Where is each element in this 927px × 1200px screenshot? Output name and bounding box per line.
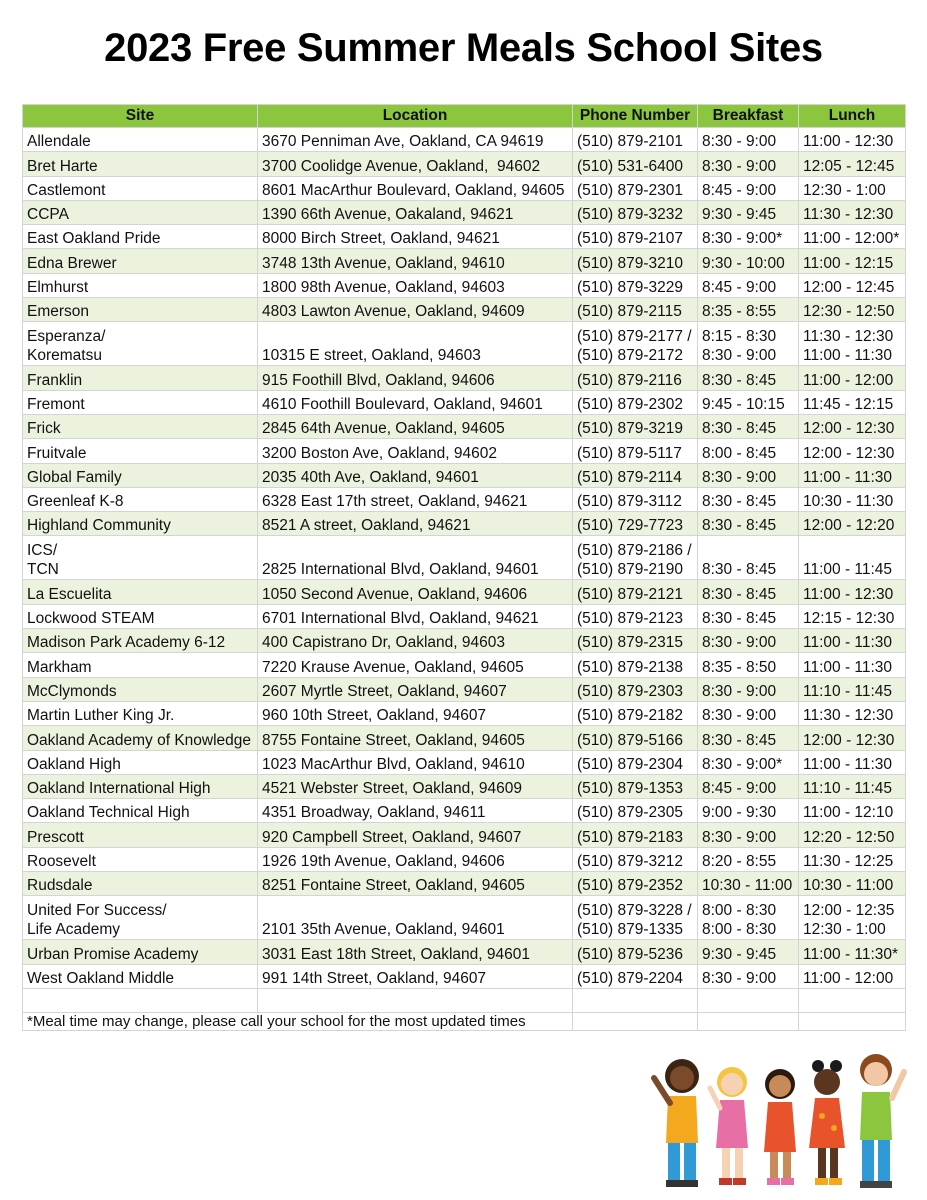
location-cell: 10315 E street, Oakland, 94603 xyxy=(258,322,573,366)
location-cell: 8521 A street, Oakland, 94621 xyxy=(258,512,573,536)
breakfast-cell: 8:30 - 8:45 xyxy=(698,536,799,580)
breakfast-cell: 9:30 - 9:45 xyxy=(698,200,799,224)
breakfast-cell: 9:30 - 10:00 xyxy=(698,249,799,273)
location-cell: 8755 Fontaine Street, Oakland, 94605 xyxy=(258,726,573,750)
location-cell: 7220 Krause Avenue, Oakland, 94605 xyxy=(258,653,573,677)
phone-cell: (510) 879-2303 xyxy=(573,677,698,701)
site-cell: United For Success/ Life Academy xyxy=(23,896,258,940)
breakfast-cell: 8:30 - 9:00 xyxy=(698,823,799,847)
site-cell: Prescott xyxy=(23,823,258,847)
lunch-cell: 12:00 - 12:45 xyxy=(799,273,906,297)
location-cell: 3700 Coolidge Avenue, Oakland, 94602 xyxy=(258,152,573,176)
blank-row xyxy=(23,988,906,1012)
phone-cell: (510) 879-2304 xyxy=(573,750,698,774)
header-breakfast: Breakfast xyxy=(698,105,799,128)
phone-cell: (510) 879-2183 xyxy=(573,823,698,847)
table-row xyxy=(23,414,906,438)
location-cell: 1023 MacArthur Blvd, Oakland, 94610 xyxy=(258,750,573,774)
site-cell: Castlemont xyxy=(23,176,258,200)
table-row xyxy=(23,726,906,750)
location-cell: 4521 Webster Street, Oakland, 94609 xyxy=(258,774,573,798)
lunch-cell: 11:00 - 11:30 xyxy=(799,653,906,677)
lunch-cell: 12:00 - 12:35 12:30 - 1:00 xyxy=(799,896,906,940)
site-cell: Fremont xyxy=(23,390,258,414)
breakfast-cell: 10:30 - 11:00 xyxy=(698,872,799,896)
child-figure xyxy=(860,1054,904,1188)
breakfast-cell: 8:00 - 8:30 8:00 - 8:30 xyxy=(698,896,799,940)
header-location: Location xyxy=(258,105,573,128)
phone-cell: (510) 879-2182 xyxy=(573,701,698,725)
location-cell: 3031 East 18th Street, Oakland, 94601 xyxy=(258,940,573,964)
lunch-cell: 12:20 - 12:50 xyxy=(799,823,906,847)
table-row xyxy=(23,128,906,152)
site-cell: Highland Community xyxy=(23,512,258,536)
table-row xyxy=(23,750,906,774)
lunch-cell: 12:15 - 12:30 xyxy=(799,604,906,628)
location-cell: 2101 35th Avenue, Oakland, 94601 xyxy=(258,896,573,940)
breakfast-cell: 8:35 - 8:50 xyxy=(698,653,799,677)
meal-sites-table xyxy=(22,104,906,1031)
location-cell: 8601 MacArthur Boulevard, Oakland, 94605 xyxy=(258,176,573,200)
location-cell: 915 Foothill Blvd, Oakland, 94606 xyxy=(258,366,573,390)
table-row xyxy=(23,366,906,390)
table-row xyxy=(23,512,906,536)
location-cell: 1050 Second Avenue, Oakland, 94606 xyxy=(258,580,573,604)
table-row xyxy=(23,580,906,604)
location-cell: 1926 19th Avenue, Oakland, 94606 xyxy=(258,847,573,871)
lunch-cell: 11:30 - 12:25 xyxy=(799,847,906,871)
lunch-cell: 11:00 - 12:15 xyxy=(799,249,906,273)
location-cell: 3670 Penniman Ave, Oakland, CA 94619 xyxy=(258,128,573,152)
breakfast-cell: 8:15 - 8:30 8:30 - 9:00 xyxy=(698,322,799,366)
lunch-cell: 12:00 - 12:30 xyxy=(799,439,906,463)
table-row xyxy=(23,322,906,366)
phone-cell: (510) 879-2121 xyxy=(573,580,698,604)
location-cell: 6701 International Blvd, Oakland, 94621 xyxy=(258,604,573,628)
breakfast-cell: 8:30 - 8:45 xyxy=(698,604,799,628)
site-cell: Markham xyxy=(23,653,258,677)
table-row xyxy=(23,823,906,847)
phone-cell: (510) 879-3228 / (510) 879-1335 xyxy=(573,896,698,940)
site-cell: Esperanza/ Korematsu xyxy=(23,322,258,366)
breakfast-cell: 8:30 - 9:00 xyxy=(698,677,799,701)
waving-children-illustration xyxy=(640,1048,910,1193)
site-cell: Oakland International High xyxy=(23,774,258,798)
breakfast-cell: 8:30 - 8:45 xyxy=(698,366,799,390)
lunch-cell: 11:10 - 11:45 xyxy=(799,677,906,701)
phone-cell: (510) 879-3112 xyxy=(573,487,698,511)
table-row xyxy=(23,225,906,249)
site-cell: West Oakland Middle xyxy=(23,964,258,988)
location-cell: 400 Capistrano Dr, Oakland, 94603 xyxy=(258,629,573,653)
lunch-cell: 11:00 - 12:10 xyxy=(799,799,906,823)
location-cell: 1800 98th Avenue, Oakland, 94603 xyxy=(258,273,573,297)
site-cell: Allendale xyxy=(23,128,258,152)
site-cell: East Oakland Pride xyxy=(23,225,258,249)
breakfast-cell: 8:30 - 9:00 xyxy=(698,128,799,152)
lunch-cell: 11:00 - 12:00* xyxy=(799,225,906,249)
phone-cell: (510) 879-2305 xyxy=(573,799,698,823)
site-cell: Fruitvale xyxy=(23,439,258,463)
site-cell: Martin Luther King Jr. xyxy=(23,701,258,725)
site-cell: Bret Harte xyxy=(23,152,258,176)
child-figure xyxy=(710,1067,748,1185)
site-cell: Global Family xyxy=(23,463,258,487)
lunch-cell: 11:30 - 12:30 11:00 - 11:30 xyxy=(799,322,906,366)
table-row xyxy=(23,298,906,322)
site-cell: Emerson xyxy=(23,298,258,322)
table-row xyxy=(23,463,906,487)
lunch-cell: 11:00 - 12:00 xyxy=(799,964,906,988)
location-cell: 4610 Foothill Boulevard, Oakland, 94601 xyxy=(258,390,573,414)
phone-cell: (510) 879-1353 xyxy=(573,774,698,798)
site-cell: Urban Promise Academy xyxy=(23,940,258,964)
table-row xyxy=(23,774,906,798)
breakfast-cell: 8:30 - 9:00 xyxy=(698,463,799,487)
lunch-cell: 11:30 - 12:30 xyxy=(799,200,906,224)
phone-cell: (510) 879-2115 xyxy=(573,298,698,322)
phone-cell: (510) 879-2301 xyxy=(573,176,698,200)
site-cell: Frick xyxy=(23,414,258,438)
phone-cell: (510) 879-3212 xyxy=(573,847,698,871)
footnote-row xyxy=(23,1012,906,1030)
phone-cell: (510) 879-5117 xyxy=(573,439,698,463)
footnote: *Meal time may change, please call your school for the most updated times xyxy=(23,1012,573,1030)
breakfast-cell: 8:30 - 9:00 xyxy=(698,701,799,725)
breakfast-cell: 8:30 - 8:45 xyxy=(698,414,799,438)
location-cell: 2825 International Blvd, Oakland, 94601 xyxy=(258,536,573,580)
breakfast-cell: 8:30 - 8:45 xyxy=(698,726,799,750)
phone-cell: (510) 879-2101 xyxy=(573,128,698,152)
site-cell: Oakland High xyxy=(23,750,258,774)
table-row xyxy=(23,799,906,823)
table-row xyxy=(23,847,906,871)
table-row xyxy=(23,653,906,677)
lunch-cell: 12:00 - 12:30 xyxy=(799,414,906,438)
table-row xyxy=(23,390,906,414)
header-phone: Phone Number xyxy=(573,105,698,128)
location-cell: 2845 64th Avenue, Oakland, 94605 xyxy=(258,414,573,438)
table-row xyxy=(23,629,906,653)
location-cell: 991 14th Street, Oakland, 94607 xyxy=(258,964,573,988)
phone-cell: (510) 879-2186 / (510) 879-2190 xyxy=(573,536,698,580)
lunch-cell: 11:00 - 11:30 xyxy=(799,750,906,774)
lunch-cell: 11:45 - 12:15 xyxy=(799,390,906,414)
header-site: Site xyxy=(23,105,258,128)
phone-cell: (510) 879-3229 xyxy=(573,273,698,297)
table-row xyxy=(23,604,906,628)
table-row xyxy=(23,152,906,176)
location-cell: 8251 Fontaine Street, Oakland, 94605 xyxy=(258,872,573,896)
site-cell: Franklin xyxy=(23,366,258,390)
site-cell: Rudsdale xyxy=(23,872,258,896)
table-row xyxy=(23,872,906,896)
phone-cell: (510) 879-3219 xyxy=(573,414,698,438)
site-cell: Greenleaf K-8 xyxy=(23,487,258,511)
phone-cell: (510) 879-3232 xyxy=(573,200,698,224)
site-cell: Roosevelt xyxy=(23,847,258,871)
phone-cell: (510) 879-2204 xyxy=(573,964,698,988)
page-title: 2023 Free Summer Meals School Sites xyxy=(104,26,823,70)
location-cell: 4803 Lawton Avenue, Oakland, 94609 xyxy=(258,298,573,322)
site-cell: CCPA xyxy=(23,200,258,224)
breakfast-cell: 8:30 - 8:45 xyxy=(698,580,799,604)
lunch-cell: 11:00 - 11:30 xyxy=(799,463,906,487)
lunch-cell: 12:00 - 12:30 xyxy=(799,726,906,750)
phone-cell: (510) 879-2315 xyxy=(573,629,698,653)
lunch-cell: 10:30 - 11:30 xyxy=(799,487,906,511)
child-figure xyxy=(654,1059,699,1187)
location-cell: 920 Campbell Street, Oakland, 94607 xyxy=(258,823,573,847)
breakfast-cell: 8:30 - 9:00 xyxy=(698,152,799,176)
lunch-cell: 11:10 - 11:45 xyxy=(799,774,906,798)
lunch-cell: 11:00 - 11:30* xyxy=(799,940,906,964)
table-row xyxy=(23,964,906,988)
site-cell: Oakland Academy of Knowledge xyxy=(23,726,258,750)
phone-cell: (510) 879-2138 xyxy=(573,653,698,677)
child-figure xyxy=(764,1069,796,1185)
phone-cell: (510) 879-2352 xyxy=(573,872,698,896)
child-figure xyxy=(809,1060,845,1185)
table-row xyxy=(23,487,906,511)
table-row xyxy=(23,176,906,200)
breakfast-cell: 8:20 - 8:55 xyxy=(698,847,799,871)
table-header-row xyxy=(23,105,906,128)
phone-cell: (510) 879-2302 xyxy=(573,390,698,414)
breakfast-cell: 8:35 - 8:55 xyxy=(698,298,799,322)
location-cell: 4351 Broadway, Oakland, 94611 xyxy=(258,799,573,823)
lunch-cell: 11:00 - 12:30 xyxy=(799,580,906,604)
lunch-cell: 12:05 - 12:45 xyxy=(799,152,906,176)
lunch-cell: 11:00 - 11:30 xyxy=(799,629,906,653)
phone-cell: (510) 879-5166 xyxy=(573,726,698,750)
location-cell: 2607 Myrtle Street, Oakland, 94607 xyxy=(258,677,573,701)
breakfast-cell: 8:30 - 9:00* xyxy=(698,225,799,249)
table-row xyxy=(23,200,906,224)
phone-cell: (510) 879-2123 xyxy=(573,604,698,628)
lunch-cell: 10:30 - 11:00 xyxy=(799,872,906,896)
table-row xyxy=(23,677,906,701)
breakfast-cell: 9:30 - 9:45 xyxy=(698,940,799,964)
phone-cell: (510) 879-2107 xyxy=(573,225,698,249)
lunch-cell: 11:00 - 12:30 xyxy=(799,128,906,152)
lunch-cell: 12:30 - 12:50 xyxy=(799,298,906,322)
site-cell: Madison Park Academy 6-12 xyxy=(23,629,258,653)
lunch-cell: 11:00 - 11:45 xyxy=(799,536,906,580)
breakfast-cell: 8:45 - 9:00 xyxy=(698,176,799,200)
table-row xyxy=(23,536,906,580)
phone-cell: (510) 879-5236 xyxy=(573,940,698,964)
location-cell: 8000 Birch Street, Oakland, 94621 xyxy=(258,225,573,249)
location-cell: 3748 13th Avenue, Oakland, 94610 xyxy=(258,249,573,273)
site-cell: Edna Brewer xyxy=(23,249,258,273)
breakfast-cell: 9:00 - 9:30 xyxy=(698,799,799,823)
site-cell: Elmhurst xyxy=(23,273,258,297)
breakfast-cell: 8:30 - 8:45 xyxy=(698,487,799,511)
location-cell: 3200 Boston Ave, Oakland, 94602 xyxy=(258,439,573,463)
breakfast-cell: 8:30 - 8:45 xyxy=(698,512,799,536)
breakfast-cell: 9:45 - 10:15 xyxy=(698,390,799,414)
lunch-cell: 11:30 - 12:30 xyxy=(799,701,906,725)
table-row xyxy=(23,940,906,964)
breakfast-cell: 8:30 - 9:00* xyxy=(698,750,799,774)
phone-cell: (510) 531-6400 xyxy=(573,152,698,176)
table-row xyxy=(23,701,906,725)
site-cell: La Escuelita xyxy=(23,580,258,604)
site-cell: Oakland Technical High xyxy=(23,799,258,823)
breakfast-cell: 8:30 - 9:00 xyxy=(698,629,799,653)
breakfast-cell: 8:45 - 9:00 xyxy=(698,774,799,798)
site-cell: McClymonds xyxy=(23,677,258,701)
location-cell: 1390 66th Avenue, Oakaland, 94621 xyxy=(258,200,573,224)
phone-cell: (510) 879-2177 / (510) 879-2172 xyxy=(573,322,698,366)
lunch-cell: 12:30 - 1:00 xyxy=(799,176,906,200)
site-cell: Lockwood STEAM xyxy=(23,604,258,628)
location-cell: 960 10th Street, Oakland, 94607 xyxy=(258,701,573,725)
table-row xyxy=(23,249,906,273)
phone-cell: (510) 879-3210 xyxy=(573,249,698,273)
table-body xyxy=(23,128,906,989)
table-row xyxy=(23,896,906,940)
header-lunch: Lunch xyxy=(799,105,906,128)
breakfast-cell: 8:45 - 9:00 xyxy=(698,273,799,297)
table-row xyxy=(23,273,906,297)
breakfast-cell: 8:30 - 9:00 xyxy=(698,964,799,988)
lunch-cell: 11:00 - 12:00 xyxy=(799,366,906,390)
phone-cell: (510) 879-2114 xyxy=(573,463,698,487)
phone-cell: (510) 879-2116 xyxy=(573,366,698,390)
location-cell: 6328 East 17th street, Oakland, 94621 xyxy=(258,487,573,511)
location-cell: 2035 40th Ave, Oakland, 94601 xyxy=(258,463,573,487)
lunch-cell: 12:00 - 12:20 xyxy=(799,512,906,536)
breakfast-cell: 8:00 - 8:45 xyxy=(698,439,799,463)
phone-cell: (510) 729-7723 xyxy=(573,512,698,536)
site-cell: ICS/ TCN xyxy=(23,536,258,580)
table-row xyxy=(23,439,906,463)
